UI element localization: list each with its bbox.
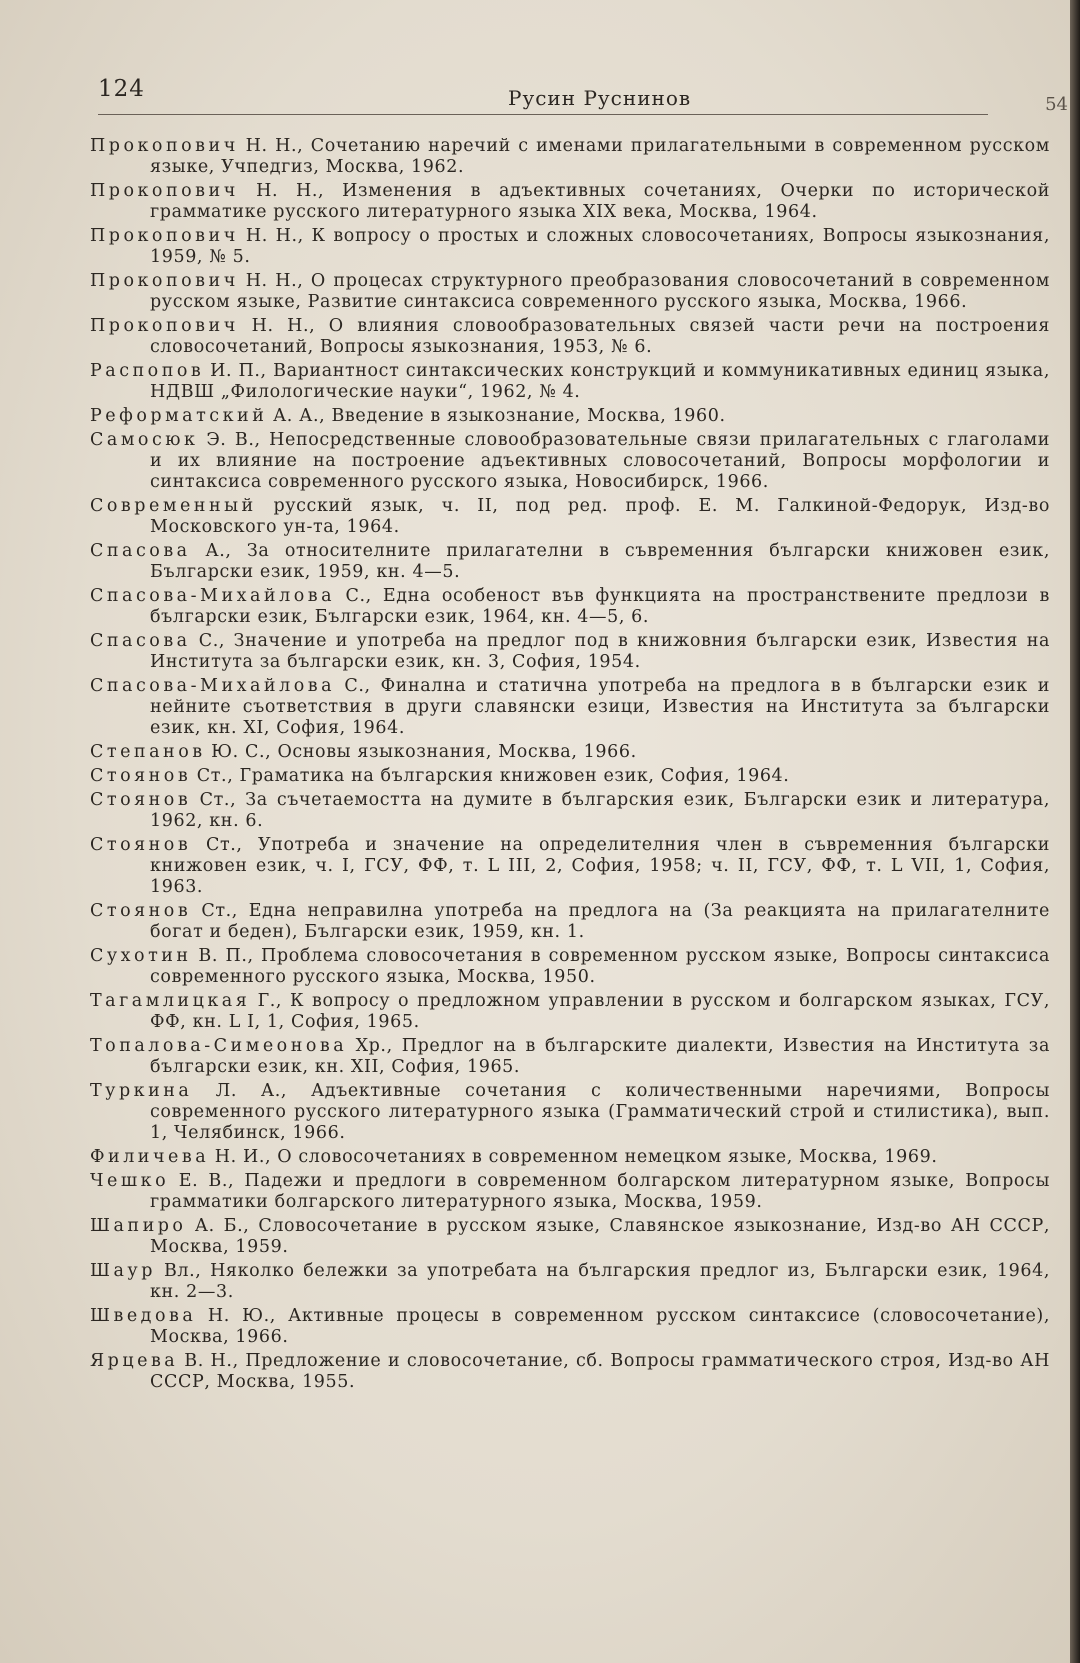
- entry-author: Филичева: [90, 1147, 210, 1167]
- entry-author: Стоянов: [90, 790, 192, 810]
- entry-author: Спасова: [90, 631, 191, 651]
- bibliography-entry: [90, 742, 1050, 763]
- entry-author: Чешко: [90, 1171, 170, 1191]
- bibliography-entry: [90, 586, 1050, 628]
- entry-citation: Вл., Няколко бележки за употребата на българския предлог из, Български език, 1964, кн. 2—3.: [150, 1261, 1050, 1302]
- entry-citation: Ст., За съчетаемостта на думите в българския език, Български език и литература, 1962, кн. 6.: [150, 790, 1050, 831]
- entry-citation: Ст., Употреба и значение на определителния член в съвременния български книжовен език, ч. I, ГСУ, ФФ, т. L III, 2, София, 1958; ч. II, ГСУ, ФФ, т. L VII, 1, София, 1963.: [150, 835, 1050, 897]
- bibliography-entry: [90, 1171, 1050, 1213]
- bibliography-entry: [90, 496, 1050, 538]
- entry-citation: С., Една особеност във функцията на пространствените предлози в български език, Български език, 1964, кн. 4—5, 6.: [150, 586, 1050, 627]
- bibliography-entry: [90, 430, 1050, 493]
- entry-author: Шапиро: [90, 1216, 187, 1236]
- bibliography-entry: [90, 181, 1050, 223]
- bibliography-entry: [90, 676, 1050, 739]
- entry-citation: Ст., Една неправилна употреба на предлога на (За реакцията на прилагателните богат и беден), Български език, 1959, кн. 1.: [150, 901, 1050, 942]
- bibliography-entry: [90, 406, 1050, 427]
- entry-author: Прокопович: [90, 136, 239, 156]
- entry-citation: В. Н., Предложение и словосочетание, сб. Вопросы грамматического строя, Изд-во АН СССР, Москва, 1955.: [150, 1351, 1050, 1392]
- bibliography-entry: [90, 835, 1050, 898]
- entry-author: Прокопович: [90, 316, 239, 336]
- entry-author: Ярцева: [90, 1351, 179, 1371]
- entry-author: Стоянов: [90, 835, 192, 855]
- bibliography-entry: [90, 1147, 1050, 1168]
- entry-citation: Л. А., Адъективные сочетания с количественными наречиями, Вопросы современного русского литературного языка (Грамматический строй и стилистика), вып. 1, Челябинск, 1966.: [150, 1081, 1050, 1143]
- entry-citation: А., За относителните прилагателни в съвременния български книжовен език, Български език, 1959, кн. 4—5.: [150, 541, 1050, 582]
- entry-citation: Н. Н., К вопросу о простых и сложных словосочетаниях, Вопросы языкознания, 1959, № 5.: [150, 226, 1050, 267]
- entry-author: Шаур: [90, 1261, 156, 1281]
- corner-page-fragment: 54: [1045, 94, 1068, 115]
- entry-citation: Н. Н., О процесах структурного преобразования словосочетаний в современном русском языке, Развитие синтаксиса современного русского языка, Москва, 1966.: [150, 271, 1050, 312]
- entry-citation: А. А., Введение в языкознание, Москва, 1960.: [272, 406, 726, 426]
- bibliography-entry: [90, 946, 1050, 988]
- entry-citation: С., Значение и употреба на предлог под в книжовния български език, Известия на Института за български език, кн. 3, София, 1954.: [150, 631, 1050, 672]
- entry-author: Реформатский: [90, 406, 268, 426]
- entry-citation: Н. Н., Сочетанию наречий с именами прилагательными в современном русском языке, Учпедгиз, Москва, 1962.: [150, 136, 1050, 177]
- entry-citation: Н. Ю., Активные процесы в современном русском синтаксисе (словосочетание), Москва, 1966.: [150, 1306, 1050, 1347]
- entry-citation: Н. Н., Изменения в адъективных сочетаниях, Очерки по исторической грамматике русского литературного языка XIX века, Москва, 1964.: [150, 181, 1050, 222]
- entry-author: Спасова-Михайлова: [90, 586, 336, 606]
- running-head: [98, 76, 1068, 116]
- bibliography-entry: [90, 541, 1050, 583]
- bibliography-entry: [90, 226, 1050, 268]
- entry-author: Распопов: [90, 361, 205, 381]
- bibliography-entry: [90, 1081, 1050, 1144]
- entry-citation: В. П., Проблема словосочетания в современном русском языке, Вопросы синтаксиса современного русского языка, Москва, 1950.: [150, 946, 1050, 987]
- page-spine-shadow: [1070, 0, 1080, 1663]
- entry-author: Самосюк: [90, 430, 199, 450]
- entry-author: Стоянов: [90, 901, 192, 921]
- bibliography-entry: [90, 790, 1050, 832]
- bibliography-entry: [90, 901, 1050, 943]
- entry-citation: Хр., Предлог на в българските диалекти, Известия на Института за български език, кн. XII, София, 1965.: [150, 1036, 1050, 1077]
- entry-citation: С., Финална и статична употреба на предлога в в български език и нейните съответствия в други славянски езици, Известия на Института за български език, кн. XI, София, 1964.: [150, 676, 1050, 738]
- entry-citation: Н. И., О словосочетаниях в современном немецком языке, Москва, 1969.: [214, 1147, 938, 1167]
- entry-author: Туркина: [90, 1081, 193, 1101]
- bibliography-entry: [90, 316, 1050, 358]
- entry-author: Стоянов: [90, 766, 192, 786]
- entry-citation: Э. В., Непосредственные словообразовательные связи прилагательных с глаголами и их влияние на построение адъективных словосочетаний, Вопросы морфологии и синтаксиса современного русского языка, Новосибирск, 1966.: [150, 430, 1050, 492]
- entry-citation: русский язык, ч. II, под ред. проф. Е. М. Галкиной-Федорук, Изд-во Московского ун-та, 1964.: [150, 496, 1050, 537]
- entry-author: Тагамлицкая: [90, 991, 251, 1011]
- entry-citation: Г., К вопросу о предложном управлении в русском и болгарском языках, ГСУ, ФФ, кн. L I, 1, София, 1965.: [150, 991, 1050, 1032]
- bibliography-list: [90, 136, 1050, 1396]
- bibliography-entry: [90, 1216, 1050, 1258]
- entry-author: Спасова: [90, 541, 191, 561]
- entry-citation: Ю. С., Основы языкознания, Москва, 1966.: [211, 742, 637, 762]
- entry-author: Степанов: [90, 742, 206, 762]
- bibliography-entry: [90, 361, 1050, 403]
- entry-author: Сухотин: [90, 946, 192, 966]
- bibliography-entry: [90, 1351, 1050, 1393]
- entry-author: Прокопович: [90, 181, 239, 201]
- entry-author: Прокопович: [90, 226, 239, 246]
- bibliography-entry: [90, 766, 1050, 787]
- entry-citation: А. Б., Словосочетание в русском языке, Славянское языкознание, Изд-во АН СССР, Москва, 1959.: [150, 1216, 1050, 1257]
- running-title: Русин Руснинов: [508, 86, 692, 110]
- bibliography-entry: [90, 631, 1050, 673]
- bibliography-entry: [90, 136, 1050, 178]
- entry-author: Современный: [90, 496, 257, 516]
- entry-author: Шведова: [90, 1306, 197, 1326]
- entry-citation: Ст., Граматика на българския книжовен език, София, 1964.: [196, 766, 790, 786]
- entry-author: Топалова-Симеонова: [90, 1036, 348, 1056]
- header-rule: [98, 114, 988, 115]
- bibliography-entry: [90, 1036, 1050, 1078]
- bibliography-entry: [90, 1306, 1050, 1348]
- entry-author: Прокопович: [90, 271, 239, 291]
- bibliography-entry: [90, 991, 1050, 1033]
- entry-citation: Е. В., Падежи и предлоги в современном болгарском литературном языке, Вопросы грамматики болгарского литературного языка, Москва, 1959.: [150, 1171, 1050, 1212]
- entry-author: Спасова-Михайлова: [90, 676, 336, 696]
- bibliography-entry: [90, 1261, 1050, 1303]
- entry-citation: И. П., Вариантност синтаксических конструкций и коммуникативных единиц языка, НДВШ „Филологические науки“, 1962, № 4.: [150, 361, 1050, 402]
- bibliography-entry: [90, 271, 1050, 313]
- page-number: 124: [98, 76, 145, 102]
- entry-citation: Н. Н., О влияния словообразовательных связей части речи на построения словосочетаний, Вопросы языкознания, 1953, № 6.: [150, 316, 1050, 357]
